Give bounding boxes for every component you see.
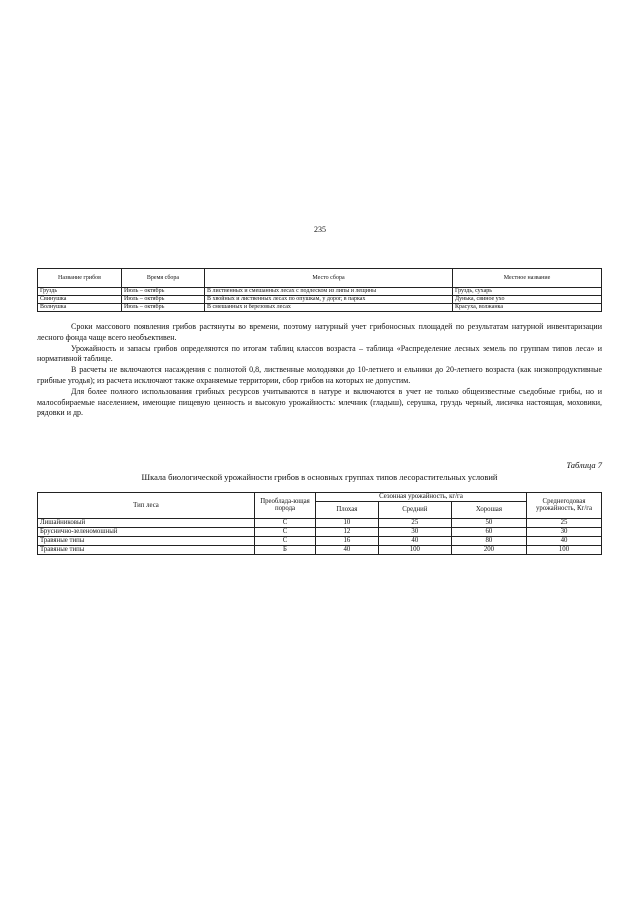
table-row [38,288,602,296]
cell: Травяные типы [38,545,255,554]
header-mushroom-name: Название грибов [38,269,122,288]
cell: 40 [316,545,379,554]
paragraph: Урожайность и запасы грибов определяются по итогам таблиц классов возраста – таблица «Распределение лесных земель по группам типов леса» и нормативной таблице. [37,343,602,364]
header-collection-time: Время сбора [122,269,205,288]
cell: Груздь, сухарь [453,288,602,296]
table-title: Шкала биологической урожайности грибов в основных группах типов лесорастительных условий [141,472,498,482]
header-seasonal-yield: Сезонная урожайность, кг/га [316,493,527,502]
cell: 40 [378,536,451,545]
table-label: Таблица 7 [566,460,602,470]
cell: Июль – октябрь [122,296,205,304]
table-row [38,296,602,304]
body-text [37,322,602,419]
cell: 30 [378,527,451,536]
page-number: 235 [314,225,326,234]
cell: 60 [451,527,526,536]
paragraph: Для более полного использования грибных ресурсов учитываются в натуре и включаются в учет не только общеизвестные съедобные грибы, но и малособираемые населением, имеющие пищевую ценность и высокую урожайность: млечник (гладыш), серушка, груздь черный, лисичка настоящая, моховики, рядовки и др. [37,386,602,418]
cell: 25 [527,518,602,527]
cell: 16 [316,536,379,545]
table-row [38,518,602,527]
cell: Б [255,545,316,554]
cell: 200 [451,545,526,554]
cell: Июль – октябрь [122,288,205,296]
paragraph: В расчеты не включаются насаждения с полнотой 0,8, лиственные молодняки до 10-летнего и ельники до 20-летнего возраста (как низкопродуктивные грибные угодья); из расчета исключают также охраняемые территории, сбор грибов на которых не допустим. [37,365,602,385]
table-row [38,527,602,536]
cell: 25 [378,518,451,527]
cell: С [255,527,316,536]
cell: 100 [378,545,451,554]
cell: Красуха, волжанка [453,304,602,312]
cell: 100 [527,545,602,554]
cell: Травяные типы [38,536,255,545]
mushroom-table [37,268,602,312]
cell: Свинушка [38,296,122,304]
table-row [38,536,602,545]
cell: В лиственных и смешанных лесах с подлеском из липы и лещины [205,288,453,296]
cell: Груздь [38,288,122,296]
header-medium: Средний [378,501,451,518]
cell: В смешанных и березовых лесах [205,304,453,312]
cell: 30 [527,527,602,536]
header-good: Хорошая [451,501,526,518]
header-forest-type: Тип леса [38,493,255,519]
cell: Лишайниковый [38,518,255,527]
cell: С [255,536,316,545]
cell: 12 [316,527,379,536]
cell: Волнушка [38,304,122,312]
table-header-row [38,493,602,502]
cell: В хвойных и лиственных лесах по опушкам, у дорог, в парках [205,296,453,304]
cell: 80 [451,536,526,545]
table-header-row [38,269,602,288]
table-row [38,304,602,312]
cell: 40 [527,536,602,545]
yield-table [37,492,602,555]
header-dominant-species: Преоблада-ющая порода [255,493,316,519]
table-row [38,545,602,554]
cell: Брусничнo-зеленомошный [38,527,255,536]
cell: Дунька, свиное ухо [453,296,602,304]
header-local-name: Местное название [453,269,602,288]
header-average-yield: Среднегодовая урожайность, Кг/га [527,493,602,519]
header-collection-place: Место сбора [205,269,453,288]
header-poor: Плохая [316,501,379,518]
cell: 50 [451,518,526,527]
cell: Июль – октябрь [122,304,205,312]
cell: С [255,518,316,527]
cell: 10 [316,518,379,527]
paragraph: Сроки массового появления грибов растянуты во времени, поэтому натурный учет грибоносных площадей по результатам натурной инвентаризации лесного фонда чаще всего необъективен. [37,322,602,342]
